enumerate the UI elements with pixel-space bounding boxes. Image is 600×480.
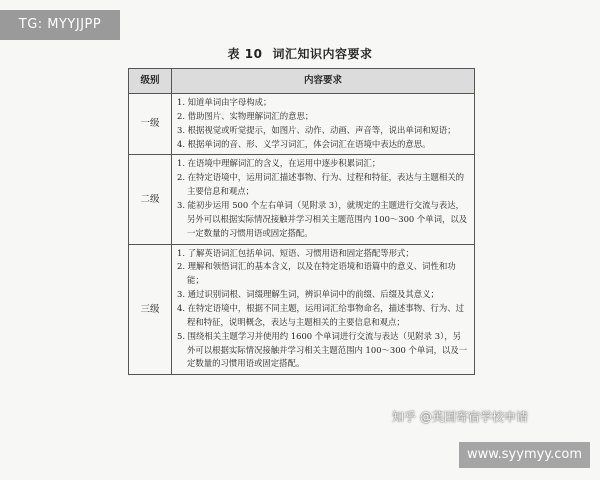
list-item: 2. 借助图片、实物理解词汇的意思； <box>177 110 314 121</box>
table-row <box>129 155 475 244</box>
header-row <box>129 69 475 94</box>
list-item: 3. 能初步运用 500 个左右单词（见附录 3），就规定的主题进行交流与表达，另外可以根据实际情况接触并学习相关主题范围内 100～300 个单词，以及一定数量的习惯用语或固定搭配。 <box>177 200 468 238</box>
content-cell <box>172 244 475 375</box>
list-item: 4. 在特定语境中，根据不同主题，运用词汇给事物命名，描述事物、行为、过程和特征，说明概念，表达与主题相关的主要信息和观点； <box>177 303 465 327</box>
site-url-badge: www.syymyy.com <box>459 442 590 468</box>
level-cell: 三级 <box>129 244 172 375</box>
table-row <box>129 244 475 375</box>
vocabulary-requirements-table <box>128 68 475 375</box>
list-item: 2. 在特定语境中，运用词汇描述事物、行为、过程和特征，表达与主题相关的主要信息和观点； <box>177 172 465 197</box>
list-item: 3. 根据视觉或听觉提示，如图片、动作、动画、声音等，说出单词和短语； <box>177 124 456 135</box>
content-cell <box>172 94 475 155</box>
table-title-text: 词汇知识内容要求 <box>272 47 373 61</box>
level-cell: 一级 <box>129 94 172 155</box>
header-level: 级别 <box>129 69 172 94</box>
list-item: 5. 围绕相关主题学习并使用约 1600 个单词进行交流与表达（见附录 3），另外可以根据实际情况接触并学习相关主题范围内 100～300 个单词，以及一定数量的习惯用语或固定搭配。 <box>177 330 468 369</box>
content-cell <box>172 155 475 244</box>
tg-tag: TG: MYYJJPP <box>0 10 120 40</box>
list-item: 3. 通过识别词根、词缀理解生词，辨识单词中的前缀、后缀及其意义； <box>177 289 439 300</box>
header-content: 内容要求 <box>172 69 475 94</box>
list-item: 1. 知道单词由字母构成； <box>177 97 272 107</box>
list-item: 1. 在语境中理解词汇的含义，在运用中逐步积累词汇； <box>177 158 381 169</box>
list-item: 1. 了解英语词汇包括单词、短语、习惯用语和固定搭配等形式； <box>177 247 414 258</box>
list-item: 2. 理解和领悟词汇的基本含义，以及在特定语境和语篇中的意义、词性和功能； <box>177 261 456 286</box>
table-number: 表 10 <box>227 47 263 61</box>
table-title <box>0 45 600 62</box>
table-row <box>129 94 475 155</box>
zhihu-watermark: 知乎 @英国寄宿学校申请 <box>392 410 528 424</box>
list-item: 4. 根据单词的音、形、义学习词汇，体会词汇在语境中表达的意思。 <box>177 138 431 149</box>
level-cell: 二级 <box>129 155 172 244</box>
